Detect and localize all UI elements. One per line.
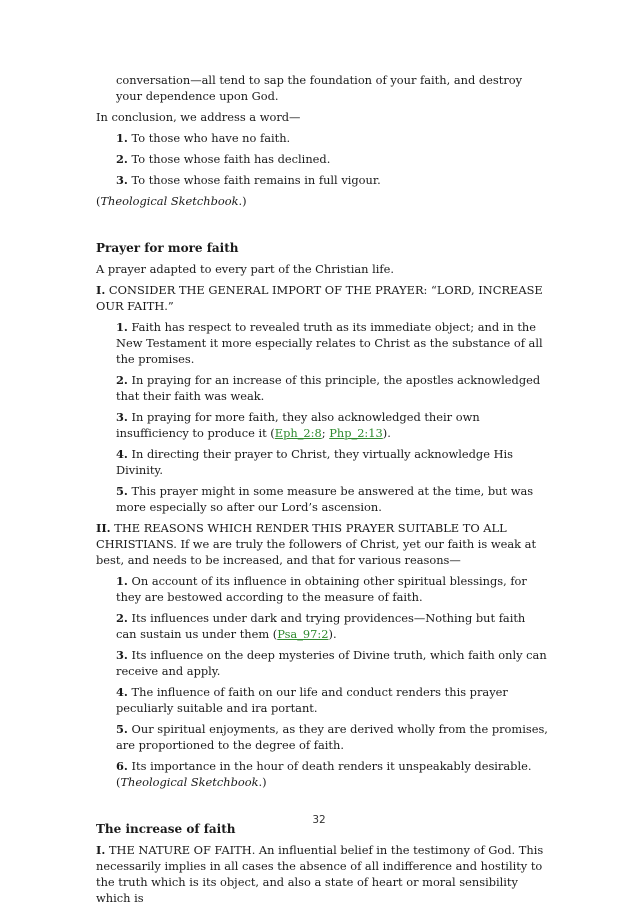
document-page [96, 72, 548, 911]
item-number: 2. [116, 611, 128, 625]
item-text: Its influences under dark and trying providences—Nothing but faith can sustain us under them ( [116, 611, 526, 641]
item-number: 4. [116, 447, 128, 461]
section-title: The increase of faith [96, 822, 236, 836]
citation [96, 193, 548, 209]
item-text: ). [328, 627, 337, 641]
list-item [96, 409, 548, 441]
item-number: 3. [116, 410, 128, 424]
point-text: CONSIDER THE GENERAL IMPORT OF THE PRAYER: “LORD, INCREASE OUR FAITH.” [96, 283, 543, 313]
item-text: Our spiritual enjoyments, as they are derived wholly from the promises, are proportioned to the degree of faith. [116, 722, 548, 752]
item-text: In directing their prayer to Christ, they virtually acknowledge His Divinity. [116, 447, 513, 477]
item-number: 6. [116, 759, 128, 773]
item-number: 2. [116, 152, 128, 166]
list-item [96, 684, 548, 716]
list-item [96, 647, 548, 679]
paragraph: conversation—all tend to sap the foundation of your faith, and destroy your dependence upon God. [116, 73, 523, 103]
item-text: ). [382, 426, 391, 440]
item-text: Faith has respect to revealed truth as its immediate object; and in the New Testament it more especially relates to Christ as the substance of all the promises. [116, 320, 543, 366]
citation-title: Theological Sketchbook [100, 194, 239, 208]
point-number: II. [96, 521, 111, 535]
section-title: Prayer for more faith [96, 241, 239, 255]
item-number: 3. [116, 173, 128, 187]
item-text: This prayer might in some measure be answered at the time, but was more especially so after our Lord’s ascension. [116, 484, 534, 514]
item-text: To those whose faith remains in full vigour. [127, 173, 381, 187]
spacer [96, 214, 548, 240]
list-item [96, 721, 548, 753]
item-text: The influence of faith on our life and conduct renders this prayer peculiarly suitable and ira portant. [116, 685, 508, 715]
scripture-link[interactable]: Psa_97:2 [277, 627, 329, 641]
heading-point [96, 520, 548, 568]
list-item [96, 130, 548, 146]
point-number: I. [96, 283, 106, 297]
list-item [96, 573, 548, 605]
paragraph: A prayer adapted to every part of the Christian life. [96, 262, 394, 276]
point-text: THE REASONS WHICH RENDER THIS PRAYER SUITABLE TO ALL CHRISTIANS. If we are truly the followers of Christ, yet our faith is weak at best, and needs to be increased, and that for various reasons— [96, 521, 537, 567]
item-text: To those who have no faith. [127, 131, 291, 145]
heading-point [96, 282, 548, 314]
list-item [96, 446, 548, 478]
item-number: 4. [116, 685, 128, 699]
item-text: In praying for an increase of this principle, the apostles acknowledged that their faith was weak. [116, 373, 541, 403]
item-number: 1. [116, 131, 128, 145]
item-text: On account of its influence in obtaining other spiritual blessings, for they are bestowed according to the measure of faith. [116, 574, 527, 604]
citation-paren: ( [116, 775, 121, 789]
item-text: Its influence on the deep mysteries of Divine truth, which faith only can receive and apply. [116, 648, 547, 678]
item-number: 3. [116, 648, 128, 662]
item-number: 1. [116, 574, 128, 588]
item-number: 5. [116, 722, 128, 736]
separator: ; [321, 426, 330, 440]
scripture-link[interactable]: Eph_2:8 [274, 426, 322, 440]
point-number: I. [96, 843, 106, 857]
list-item [96, 151, 548, 167]
citation-title: Theological Sketchbook [120, 775, 259, 789]
item-number: 2. [116, 373, 128, 387]
citation-paren: .) [238, 194, 247, 208]
list-item [96, 483, 548, 515]
item-text: Its importance in the hour of death renders it unspeakably desirable. [127, 759, 532, 773]
list-item [96, 372, 548, 404]
item-number: 1. [116, 320, 128, 334]
item-number: 5. [116, 484, 128, 498]
list-item [96, 319, 548, 367]
list-item [96, 758, 548, 790]
list-item [96, 610, 548, 642]
citation-paren: .) [258, 775, 267, 789]
list-item [96, 172, 548, 188]
citation-paren: ( [96, 194, 101, 208]
point-text: THE NATURE OF FAITH. An influential belief in the testimony of God. This necessarily implies in all cases the absence of all indifference and hostility to the truth which is its object, and also a state of heart or moral sensibility which is [96, 843, 544, 905]
item-text: In praying for more faith, they also acknowledged their own insufficiency to produce it ( [116, 410, 480, 440]
page-number: 32 [312, 814, 326, 826]
heading-point [96, 842, 548, 906]
scripture-link[interactable]: Php_2:13 [329, 426, 383, 440]
item-text: To those whose faith has declined. [127, 152, 331, 166]
paragraph: In conclusion, we address a word— [96, 110, 301, 124]
